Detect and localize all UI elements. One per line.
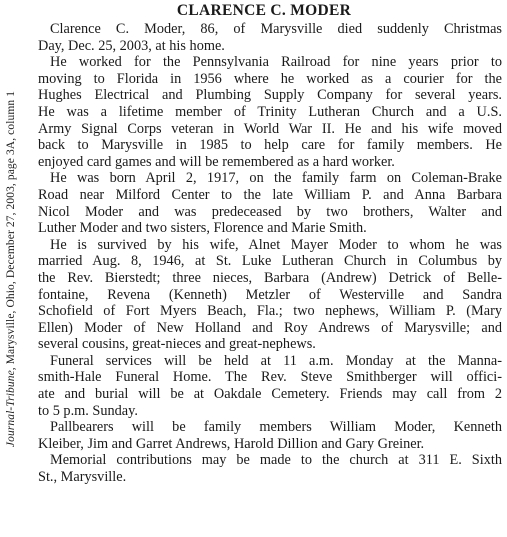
text-line: Pallbearers will be family members William Moder, Kenneth [50,419,502,436]
text-line: ate and burial will be at Oakdale Cemetery. Friends may call from 2 [38,386,502,403]
text-line: Luther Moder and two sisters, Florence and Marie Smith. [38,220,367,237]
text-line: He worked for the Pennsylvania Railroad for nine years prior to [50,54,502,71]
paragraph-funeral [26,353,502,419]
text-line: St., Marysville. [38,469,127,486]
text-line: moving to Florida in 1956 where he worked as a courier for the [38,70,502,87]
publication-name: Journal-Tribune [5,370,17,448]
text-line: Memorial contributions may be made to the church at 311 E. Sixth [50,452,502,469]
text-line: He was a lifetime member of Trinity Lutheran Church and a U.S. [38,103,502,120]
text-line: Clarence C. Moder, 86, of Marysville died suddenly Christmas [50,21,502,37]
text-line: several cousins, great-nieces and great-nephews. [38,336,316,353]
source-citation [1,9,21,529]
paragraph-birth [26,170,502,236]
text-line: He is survived by his wife, Alnet Mayer Moder to whom he was [50,236,502,253]
paragraph-memorials [26,452,502,485]
paragraph-death-notice [26,21,502,54]
text-line: Funeral services will be held at 11 a.m. Monday at the Manna- [50,352,502,369]
text-line: the Rev. Bierstedt; three nieces, Barbara (Andrew) Detrick of Belle- [38,269,502,286]
text-line: Road near Milford Center to the late William P. and Anna Barbara [38,186,502,203]
text-line: Hughes Electrical and Plumbing Supply Company for several years. [38,87,502,104]
text-line: smith-Hale Funeral Home. The Rev. Steve Smithberger will offici- [38,369,502,386]
text-line: He was born April 2, 1917, on the family farm on Coleman-Brake [50,170,502,187]
paragraph-career [26,54,502,170]
obituary-article [26,2,502,486]
citation-details: , Marysville, Ohio, December 27, 2003, page 3A, column 1 [5,90,17,371]
text-line: enjoyed card games and will be remembered as a hard worker. [38,153,395,170]
text-line: Army Signal Corps veteran in World War II. He and his wife moved [38,120,502,137]
text-line: married Aug. 8, 1946, at St. Luke Lutheran Church in Columbus by [38,253,502,270]
text-line: Nicol Moder and was predeceased by two brothers, Walter and [38,203,502,220]
text-line: to 5 p.m. Sunday. [38,402,138,419]
text-line: Kleiber, Jim and Garret Andrews, Harold Dillion and Gary Greiner. [38,435,425,452]
text-line: Day, Dec. 25, 2003, at his home. [38,37,225,54]
text-line: Ellen) Moder of New Holland and Roy Andrews of Marysville; and [38,319,502,336]
paragraph-pallbearers [26,419,502,452]
text-line: Schofield of Fort Myers Beach, Fla.; two nephews, William P. (Mary [38,303,502,320]
obituary-headline: CLARENCE C. MODER [176,2,352,19]
text-line: back to Marysville in 1985 to help care for family members. He [38,137,502,154]
paragraph-survivors [26,237,502,353]
text-line: fontaine, Revena (Kenneth) Metzler of Westerville and Sandra [38,286,502,303]
